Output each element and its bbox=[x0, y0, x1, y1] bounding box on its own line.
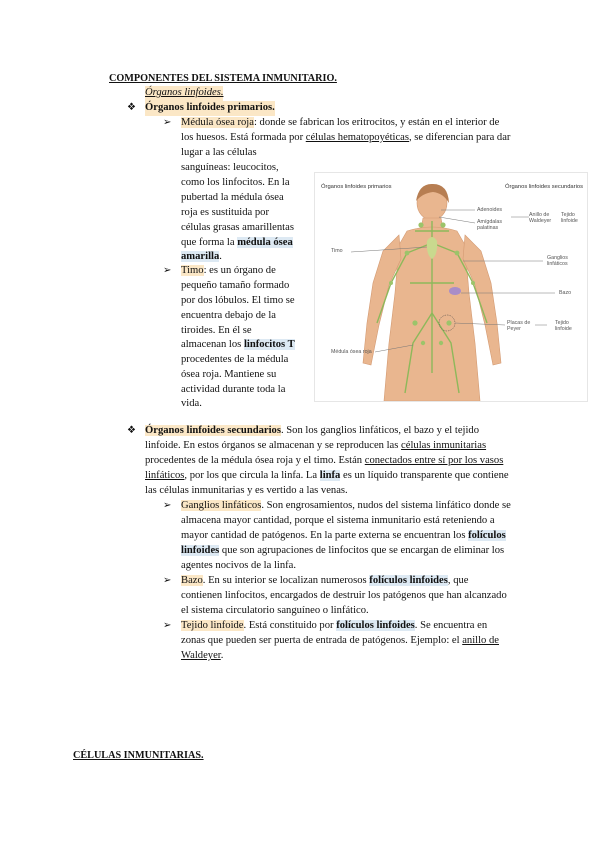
ganglios-line-4 bbox=[181, 544, 504, 559]
tejido-underlined: Waldeyer bbox=[181, 650, 221, 661]
secondary-text: , por los que circula la linfa. La bbox=[184, 470, 320, 481]
label-peyer: Placas de Peyer bbox=[507, 320, 531, 333]
timo-line-4: encuentra debajo de la bbox=[181, 310, 276, 321]
ganglios-text: que son agrupaciones de linfocitos que se encargan de eliminar los bbox=[219, 545, 505, 556]
tejido-line-2 bbox=[181, 634, 499, 649]
label-tejido-1: Tejido linfoide bbox=[561, 212, 578, 225]
medula-line-8: células grasas amarillentas bbox=[181, 222, 294, 233]
tejido-underlined: anillo de bbox=[462, 635, 499, 646]
primary-organs-title: Órganos linfoides primarios. bbox=[145, 101, 275, 116]
timo-line-10: vida. bbox=[181, 398, 202, 409]
ganglios-line-1 bbox=[181, 499, 511, 514]
medula-term: Médula ósea roja bbox=[181, 117, 254, 128]
bazo-bold: folículos linfoides bbox=[369, 575, 448, 586]
timo-bold: linfocitos T bbox=[243, 339, 295, 350]
medula-text: , se diferencian para dar bbox=[409, 132, 511, 143]
label-medula: Médula ósea roja bbox=[331, 349, 372, 355]
figure-title-left: Órganos linfoides primarios bbox=[321, 184, 392, 190]
tejido-line-3 bbox=[181, 649, 223, 664]
timo-line-9: actividad durante toda la bbox=[181, 384, 286, 395]
medula-text: los huesos. Está formada por bbox=[181, 132, 306, 143]
ganglios-bold: linfoides bbox=[181, 545, 220, 556]
arrow-bullet-icon: ➢ bbox=[163, 620, 172, 631]
label-timo: Timo bbox=[331, 248, 343, 254]
secondary-line-4 bbox=[145, 469, 509, 484]
label-tonsils: Amígdalas palatinas bbox=[477, 219, 503, 232]
secondary-text: procedentes de la médula ósea roja y el timo. Están bbox=[145, 455, 365, 466]
secondary-line-3 bbox=[145, 454, 503, 469]
diamond-bullet-icon: ❖ bbox=[127, 102, 136, 113]
timo-line-5: tiroides. En él se bbox=[181, 325, 252, 336]
medula-bold: amarilla bbox=[181, 251, 220, 262]
timo-line-1 bbox=[181, 264, 276, 279]
timo-line-3: por dos lóbulos. El timo se bbox=[181, 295, 295, 306]
label-tejido-2: Tejido linfoide bbox=[555, 320, 572, 333]
timo-text: : es un órgano de bbox=[203, 265, 276, 276]
arrow-bullet-icon: ➢ bbox=[163, 575, 172, 586]
medula-line-6: pubertad la médula ósea bbox=[181, 192, 284, 203]
cells-heading: CÉLULAS INMUNITARIAS. bbox=[73, 750, 204, 761]
timo-term: Timo bbox=[181, 265, 204, 276]
medula-line-7: roja es sustituida por bbox=[181, 207, 269, 218]
ganglios-line-2: almacena mayor cantidad, porque el sistema inmunitario está reteniendo a bbox=[181, 515, 495, 526]
medula-line-4: sanguíneas: leucocitos, bbox=[181, 162, 279, 173]
timo-line-2: pequeño tamaño formado bbox=[181, 280, 290, 291]
medula-line-2 bbox=[181, 131, 510, 146]
medula-line-10 bbox=[181, 250, 222, 265]
timo-line-8: ósea roja. Mantiene su bbox=[181, 369, 277, 380]
secondary-line-5: las células inmunitarias y es vertido a las venas. bbox=[145, 485, 348, 496]
arrow-bullet-icon: ➢ bbox=[163, 500, 172, 511]
ganglios-text: mayor cantidad de patógenos. En la parte externa se encuentran los bbox=[181, 530, 469, 541]
secondary-line-2 bbox=[145, 439, 486, 454]
tejido-line-1 bbox=[181, 619, 487, 634]
secondary-text: es un líquido transparente que contiene bbox=[340, 470, 509, 481]
arrow-bullet-icon: ➢ bbox=[163, 265, 172, 276]
medula-underlined: células hematopoyéticas bbox=[305, 132, 409, 143]
tejido-text: . Se encuentra en bbox=[414, 620, 488, 631]
ganglios-line-5: agentes nocivos de la linfa. bbox=[181, 560, 297, 571]
medula-line-3: lugar a las células bbox=[181, 147, 257, 158]
medula-line-1 bbox=[181, 116, 499, 131]
medula-text: que forma la bbox=[181, 237, 238, 248]
ganglios-text: . Son engrosamientos, nudos del sistema linfático donde se bbox=[261, 500, 511, 511]
secondary-underlined: células inmunitarias bbox=[401, 440, 487, 451]
secondary-bold: linfa bbox=[319, 470, 341, 481]
secondary-line-1 bbox=[145, 424, 479, 439]
medula-text: . bbox=[219, 251, 222, 262]
tejido-text: . bbox=[220, 650, 224, 661]
medula-line-5: como los linfocitos. En la bbox=[181, 177, 290, 188]
figure-title-right: Órganos linfoides secundarios bbox=[505, 184, 583, 190]
tejido-text: . Está constituido por bbox=[243, 620, 337, 631]
secondary-title: Órganos linfoides secundarios bbox=[145, 425, 281, 436]
subheading: Órganos linfoides. bbox=[145, 86, 223, 101]
medula-bold: médula ósea bbox=[237, 237, 293, 248]
secondary-text: linfoide. En estos órganos se almacenan y se reproducen las bbox=[145, 440, 402, 451]
secondary-underlined: linfáticos bbox=[145, 470, 185, 481]
timo-line-7: procedentes de la médula bbox=[181, 354, 289, 365]
ganglios-bold: folículos bbox=[468, 530, 506, 541]
label-waldeyer: Anillo de Waldeyer bbox=[529, 212, 552, 225]
diamond-bullet-icon: ❖ bbox=[127, 425, 136, 436]
medula-text: : donde se fabrican los eritrocitos, y están en el interior de bbox=[253, 117, 500, 128]
arrow-bullet-icon: ➢ bbox=[163, 117, 172, 128]
timo-text: almacenan los bbox=[181, 339, 244, 350]
lymphatic-system-figure bbox=[314, 172, 588, 402]
tejido-term: Tejido linfoide bbox=[181, 620, 244, 631]
label-adenoids: Adenoides bbox=[477, 207, 503, 213]
body-illustration bbox=[315, 173, 587, 401]
timo-line-6 bbox=[181, 338, 295, 353]
medula-line-9 bbox=[181, 236, 293, 251]
tejido-text: zonas que pueden ser puerta de entrada de patógenos. Ejemplo: el bbox=[181, 635, 463, 646]
section-heading: COMPONENTES DEL SISTEMA INMUNITARIO. bbox=[109, 73, 337, 84]
bazo-term: Bazo bbox=[181, 575, 203, 586]
ganglios-line-3 bbox=[181, 529, 506, 544]
label-ganglios: Ganglios linfáticos bbox=[547, 255, 568, 268]
secondary-text: . Son los ganglios linfáticos, el bazo y el tejido bbox=[280, 425, 479, 436]
bazo-line-1 bbox=[181, 574, 468, 589]
ganglios-term: Ganglios linfáticos bbox=[181, 500, 262, 511]
bazo-text: . En su interior se localizan numerosos bbox=[202, 575, 370, 586]
bazo-text: , que bbox=[447, 575, 469, 586]
secondary-underlined: conectados entre sí por los vasos bbox=[364, 455, 504, 466]
bazo-line-3: el sistema circulatorio sanguíneo o linfático. bbox=[181, 605, 369, 616]
label-bazo: Bazo bbox=[559, 290, 572, 296]
bazo-line-2: contienen linfocitos, encargados de destruir los patógenos que han alcanzado bbox=[181, 590, 507, 601]
tejido-bold: folículos linfoides bbox=[336, 620, 415, 631]
